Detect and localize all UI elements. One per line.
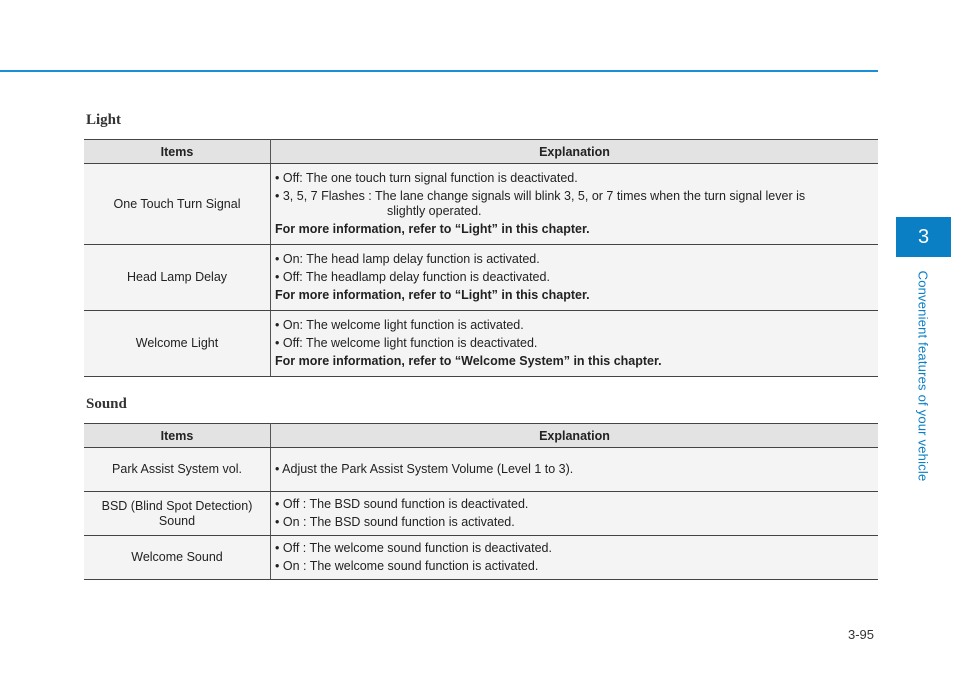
explanation-line: • Off: The headlamp delay function is deactivated. <box>275 270 550 284</box>
row-item-head-lamp-delay: Head Lamp Delay <box>84 245 271 311</box>
row-item-one-touch-turn-signal: One Touch Turn Signal <box>84 164 271 245</box>
explanation-line: • Off: The welcome light function is deactivated. <box>275 336 538 350</box>
explanation-line: • Adjust the Park Assist System Volume (Level 1 to 3). <box>275 462 574 476</box>
row-item-bsd-sound <box>84 492 271 536</box>
row-explanation <box>271 245 879 311</box>
column-header-items: Items <box>84 140 271 164</box>
row-item-welcome-sound: Welcome Sound <box>84 536 271 580</box>
explanation-line: • On : The BSD sound function is activated. <box>275 515 515 529</box>
item-label-line: Sound <box>158 513 196 528</box>
table-row <box>84 448 878 492</box>
row-explanation <box>271 448 879 492</box>
column-header-explanation: Explanation <box>271 140 879 164</box>
explanation-line: • Off : The welcome sound function is deactivated. <box>275 541 552 555</box>
row-item-park-assist-volume: Park Assist System vol. <box>84 448 271 492</box>
explanation-line: • On: The head lamp delay function is activated. <box>275 252 540 266</box>
table-row <box>84 164 878 245</box>
table-row <box>84 311 878 377</box>
page-number: 3-95 <box>848 627 875 642</box>
table-row <box>84 536 878 580</box>
chapter-tab <box>896 217 951 257</box>
section-title-sound: Sound <box>86 396 127 412</box>
row-item-welcome-light: Welcome Light <box>84 311 271 377</box>
section-title-light: Light <box>86 112 122 128</box>
header-rule <box>0 70 878 72</box>
reference-note: For more information, refer to “Light” in this chapter. <box>275 222 590 236</box>
explanation-line: • Off : The BSD sound function is deactivated. <box>275 497 529 511</box>
row-explanation <box>271 311 879 377</box>
row-explanation <box>271 536 879 580</box>
explanation-line-continuation: slightly operated. <box>387 204 482 218</box>
row-explanation <box>271 164 879 245</box>
row-explanation <box>271 492 879 536</box>
item-label-line: BSD (Blind Spot Detection) <box>101 498 253 513</box>
chapter-title-vertical: Convenient features of your vehicle <box>915 270 931 482</box>
explanation-line: • On: The welcome light function is activated. <box>275 318 524 332</box>
table-row <box>84 492 878 536</box>
reference-note: For more information, refer to “Light” in this chapter. <box>275 288 590 302</box>
explanation-line <box>275 189 874 219</box>
reference-note: For more information, refer to “Welcome System” in this chapter. <box>275 354 662 368</box>
explanation-line: • On : The welcome sound function is activated. <box>275 559 539 573</box>
column-header-items: Items <box>84 424 271 448</box>
table-header-row <box>84 424 878 448</box>
explanation-line-text: • 3, 5, 7 Flashes : The lane change signals will blink 3, 5, or 7 times when the turn signal lever is <box>275 189 806 203</box>
light-settings-table <box>84 139 878 377</box>
explanation-line: • Off: The one touch turn signal function is deactivated. <box>275 171 578 185</box>
table-row <box>84 245 878 311</box>
column-header-explanation: Explanation <box>271 424 879 448</box>
sound-settings-table <box>84 423 878 580</box>
table-header-row <box>84 140 878 164</box>
chapter-number: 3 <box>917 225 930 248</box>
